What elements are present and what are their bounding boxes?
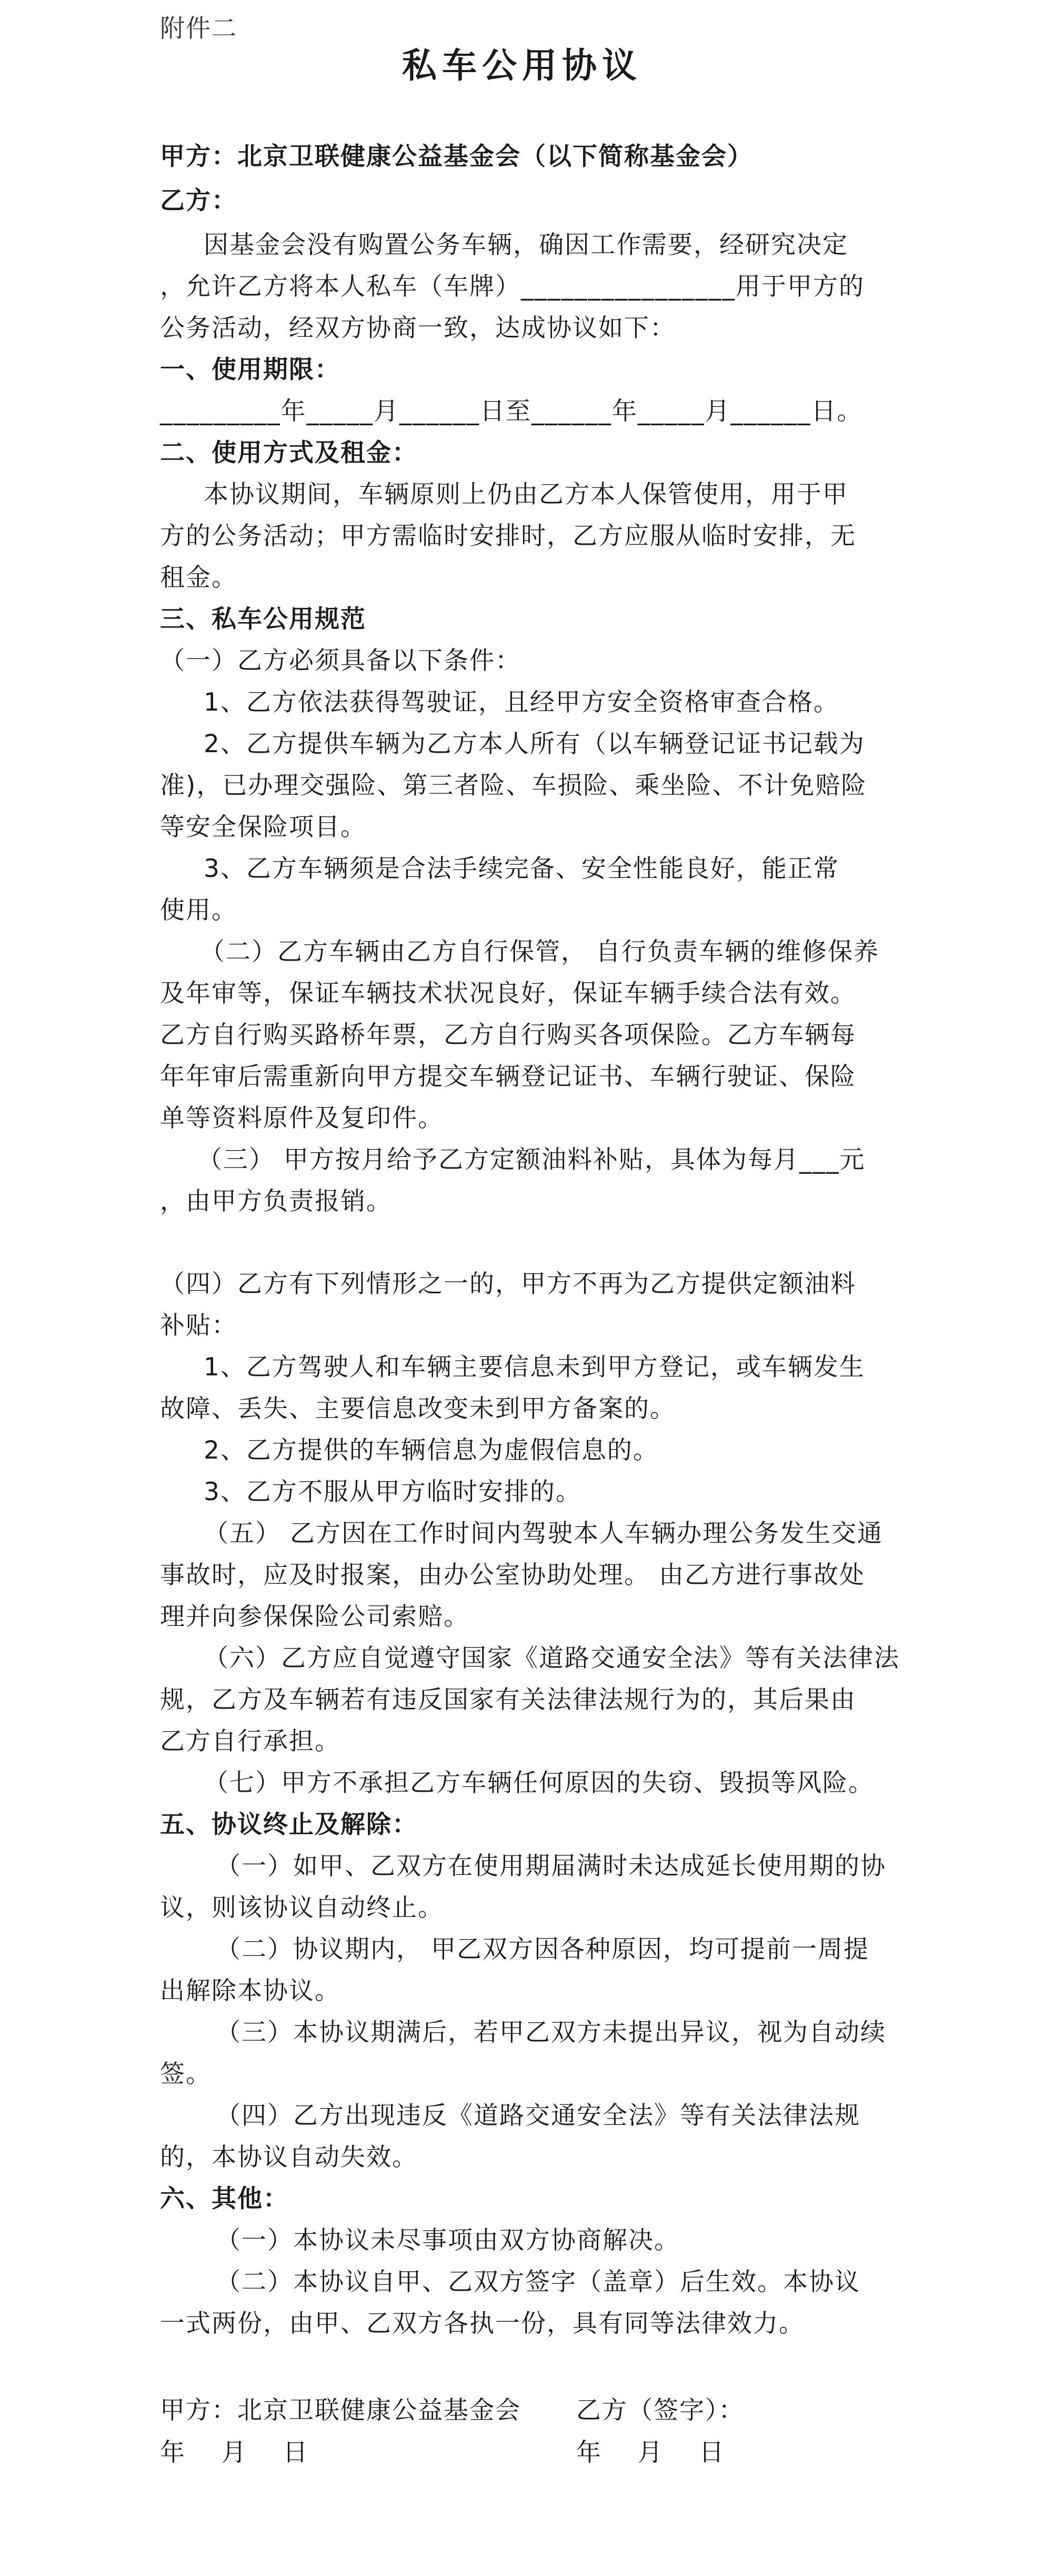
- date-range-line: _________年_____月______日至______年_____月______日。: [160, 397, 863, 426]
- section-heading: 三、私车公用规范: [160, 605, 366, 634]
- text-line: （四）乙方有下列情形之一的，甲方不再为乙方提供定额油料: [160, 1270, 856, 1299]
- doc-title: 私车公用协议: [402, 45, 642, 86]
- text-line: 规，乙方及车辆若有违反国家有关法律法规行为的，其后果由: [160, 1685, 856, 1714]
- party-a-line: 甲方：北京卫联健康公益基金会（以下简称基金会）: [160, 142, 753, 171]
- text-line: 3、乙方不服从甲方临时安排的。: [204, 1477, 581, 1506]
- text-line: 2、乙方提供的车辆信息为虚假信息的。: [204, 1436, 659, 1465]
- text-line: 的，本协议自动失效。: [160, 2143, 418, 2172]
- text-line: 理并向参保保险公司索赔。: [160, 1602, 469, 1631]
- text-line: 单等资料原件及复印件。: [160, 1104, 444, 1133]
- party-b-line: 乙方：: [160, 186, 237, 215]
- text-line: 签。: [160, 2060, 212, 2089]
- text-line: （一）乙方必须具备以下条件：: [160, 646, 521, 675]
- text-line: （三）本协议期满后，若甲乙双方未提出异议，视为自动续: [216, 2018, 886, 2047]
- text-line: 等安全保险项目。: [160, 813, 366, 842]
- party-a-signature: 甲方：北京卫联健康公益基金会: [160, 2396, 521, 2425]
- text-line: （一）本协议未尽事项由双方协商解决。: [216, 2226, 680, 2255]
- text-line: 及年审等，保证车辆技术状况良好，保证车辆手续合法有效。: [160, 979, 856, 1008]
- text-line: 1、乙方驾驶人和车辆主要信息未到甲方登记，或车辆发生: [204, 1353, 865, 1382]
- section-heading: 六、其他：: [160, 2184, 289, 2213]
- text-line: （二）乙方车辆由乙方自行保管， 自行负责车辆的维修保养: [200, 937, 879, 966]
- text-line: 故障、丢失、主要信息改变未到甲方备案的。: [160, 1394, 676, 1423]
- text-line: 年年审后需重新向甲方提交车辆登记证书、车辆行驶证、保险: [160, 1062, 856, 1091]
- text-line: （三） 甲方按月给予乙方定额油料补贴，具体为每月___元: [197, 1145, 866, 1174]
- text-line: ，允许乙方将本人私车（车牌）________________用于甲方的: [160, 272, 865, 301]
- text-line: 准)，已办理交强险、第三者险、车损险、乘坐险、不计免赔险: [160, 771, 867, 800]
- text-line: （四）乙方出现违反《道路交通安全法》等有关法律法规: [216, 2101, 860, 2130]
- text-line: （五） 乙方因在工作时间内驾驶本人车辆办理公务发生交通: [204, 1519, 883, 1548]
- section-heading: 五、协议终止及解除：: [160, 1810, 418, 1839]
- text-line: 事故时，应及时报案，由办公室协助处理。 由乙方进行事故处: [160, 1561, 865, 1590]
- text-line: （七）甲方不承担乙方车辆任何原因的失窃、毁损等风险。: [204, 1769, 874, 1798]
- text-line: （一）如甲、乙双方在使用期届满时未达成延长使用期的协: [216, 1852, 886, 1881]
- text-line: （六）乙方应自觉遵守国家《道路交通安全法》等有关法律法: [204, 1644, 900, 1673]
- party-b-signature: 乙方（签字）：: [576, 2396, 745, 2425]
- party-a-date: 年 月 日: [160, 2438, 309, 2467]
- attachment-label: 附件二: [160, 14, 237, 43]
- text-line: 本协议期间，车辆原则上仍由乙方本人保管使用，用于甲: [204, 480, 848, 509]
- text-line: 2、乙方提供车辆为乙方本人所有（以车辆登记证书记载为: [204, 730, 865, 758]
- text-line: 3、乙方车辆须是合法手续完备、安全性能良好，能正常: [204, 854, 839, 883]
- party-b-date: 年 月 日: [576, 2438, 725, 2467]
- text-line: ，由甲方负责报销。: [160, 1187, 392, 1216]
- text-line: 一式两份，由甲、乙双方各执一份，具有同等法律效力。: [160, 2309, 805, 2338]
- text-line: 公务活动，经双方协商一致，达成协议如下：: [160, 314, 676, 343]
- text-line: 补贴：: [160, 1311, 237, 1340]
- text-line: 方的公务活动；甲方需临时安排时，乙方应服从临时安排，无: [160, 522, 856, 551]
- text-line: 议，则该协议自动终止。: [160, 1893, 444, 1922]
- text-line: 因基金会没有购置公务车辆，确因工作需要，经研究决定: [204, 231, 848, 259]
- section-heading: 一、使用期限：: [160, 355, 340, 384]
- text-line: 出解除本协议。: [160, 1976, 340, 2005]
- text-line: 使用。: [160, 896, 237, 925]
- section-heading: 二、使用方式及租金：: [160, 438, 418, 467]
- text-line: （二）协议期内， 甲乙双方因各种原因，均可提前一周提: [216, 1935, 869, 1964]
- text-line: （二）本协议自甲、乙双方签字（盖章）后生效。本协议: [216, 2268, 860, 2297]
- text-line: 1、乙方依法获得驾驶证，且经甲方安全资格审查合格。: [204, 688, 839, 717]
- text-line: 乙方自行承担。: [160, 1727, 340, 1756]
- text-line: 租金。: [160, 563, 237, 592]
- text-line: 乙方自行购买路桥年票，乙方自行购买各项保险。乙方车辆每: [160, 1021, 856, 1050]
